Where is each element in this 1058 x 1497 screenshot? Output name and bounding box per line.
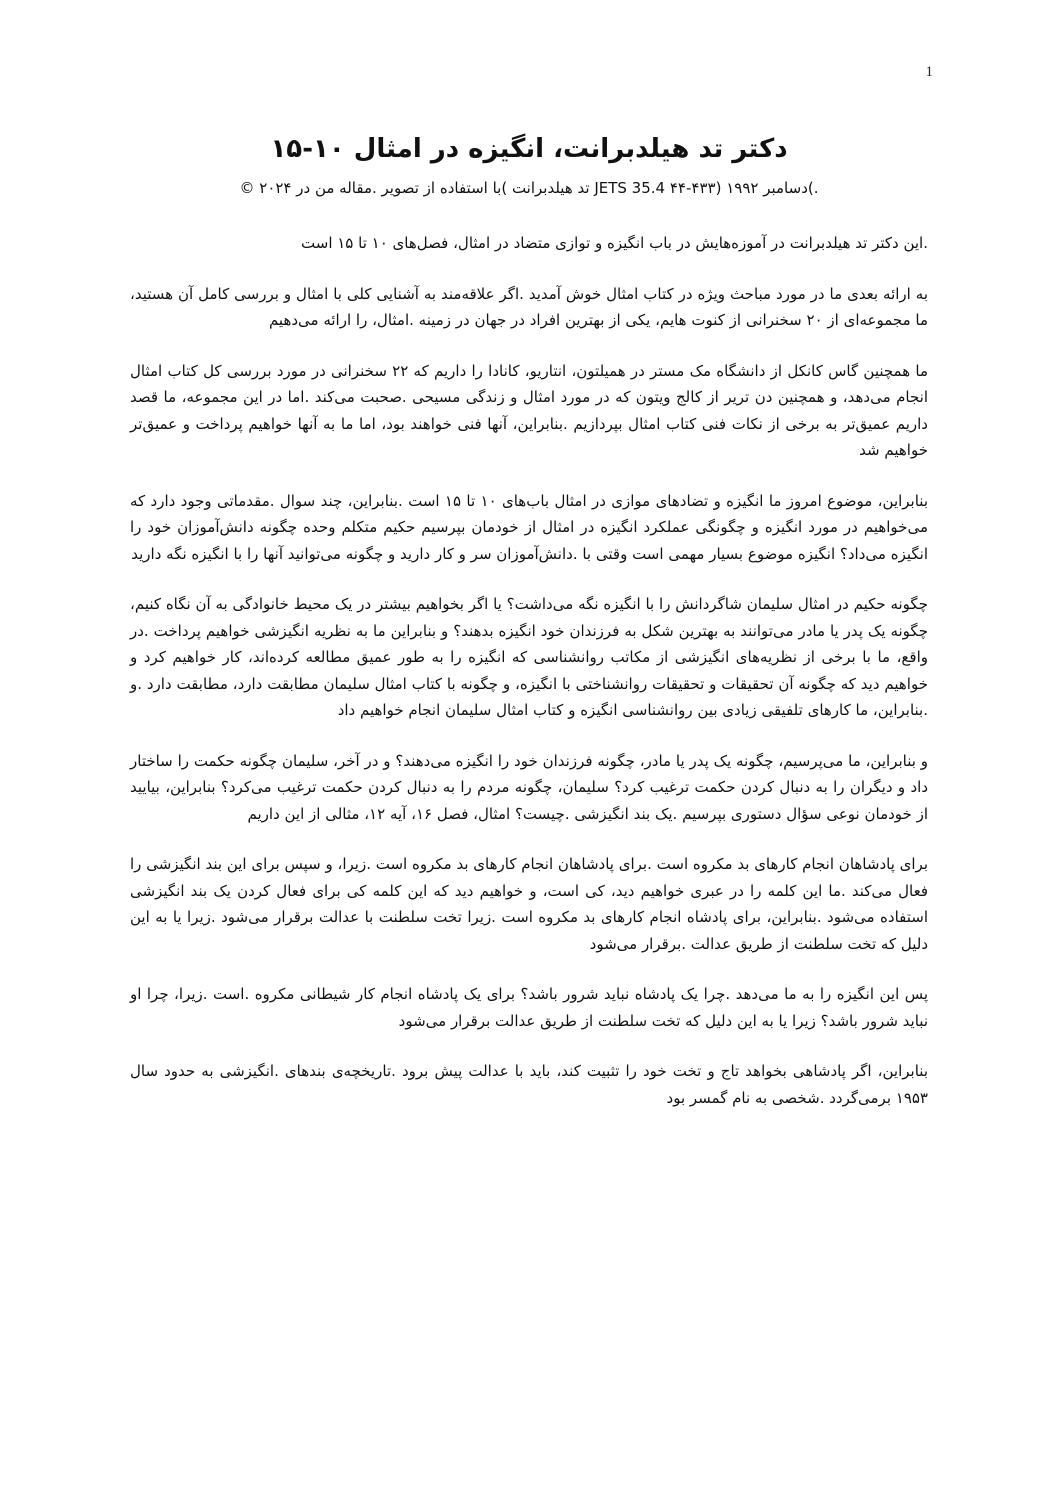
paragraph-8: پس این انگیزه را به ما می‌دهد .چرا یک پادشاه نباید شرور باشد؟ برای یک پادشاه انجام کار شیطانی مکروه .است .زیرا، چرا او نباید شرور باشد؟ زیرا یا به این دلیل که تخت سلطنت از طریق عدالت برقرار می‌شود	[130, 985, 928, 1030]
citation-line: .)دسامبر ۱۹۹۲ (۴۳۳-۴۴ JETS 35.4 تد هیلدبرانت )با استفاده از تصویر .مقاله من در ۲۰۲۴ ©	[239, 179, 819, 197]
document-body	[130, 230, 928, 1135]
page-title: دکتر تد هیلدبرانت، انگیزه در امثال ۱۰-۱۵	[270, 134, 788, 164]
paragraph-6: و بنابراین، ما می‌پرسیم، چگونه یک پدر یا مادر، چگونه فرزندان خود را انگیزه می‌دهند؟ و در آخر، سلیمان چگونه حکمت را ساختار داد و دیگران را به دنبال کردن حکمت ترغیب کرد؟ سلیمان، چگونه مردم را به دنبال کردن حکمت ترغیب می‌کرد؟ بنابراین، بیایید از خودمان نوعی سؤال دستوری بپرسیم .یک بند انگیزشی .چیست؟ امثال، فصل ۱۶، آیه ۱۲، مثالی از این داریم	[130, 751, 928, 823]
paragraph-2: به ارائه بعدی ما در مورد مباحث ویژه در کتاب امثال خوش آمدید .اگر علاقه‌مند به آشنایی کلی با امثال و بررسی کامل آن هستید، ما مجموعه‌ای از ۲۰ سخنرانی از کنوت هایم، یکی از بهترین افراد در جهان در زمینه .امثال، را ارائه می‌دهیم	[130, 284, 928, 329]
paragraph-5: چگونه حکیم در امثال سلیمان شاگردانش را با انگیزه نگه می‌داشت؟ یا اگر بخواهیم بیشتر در یک محیط خانوادگی به آن نگاه کنیم، چگونه یک پدر یا مادر می‌توانند به بهترین شکل به فرزندان خود انگیزه بدهند؟ و بنابراین ما به نظریه انگیزشی خواهیم پرداخت .در واقع، ما با برخی از نظریه‌های انگیزشی از مکاتب روانشناسی که انگیزه را به طور عمیق مطالعه کرده‌اند، کار خواهیم کرد و خواهیم دید که چگونه آن تحقیقات و تحقیقات روانشناختی با انگیزه، و چگونه با کتاب امثال سلیمان مطابقت دارد، مطابقت دارد .و .بنابراین، ما کارهای تلفیقی زیادی بین روانشناسی انگیزه و کتاب امثال سلیمان انجام خواهیم داد	[130, 595, 928, 719]
paragraph-7: برای پادشاهان انجام کارهای بد مکروه است .برای پادشاهان انجام کارهای بد مکروه است .زیرا، و سپس برای این بند انگیزشی را فعال می‌کند .ما این کلمه را در عبری خواهیم دید، کی است، و خواهیم دید که این کلمه کی برای فعال کردن یک بند انگیزشی استفاده می‌شود .بنابراین، برای پادشاه انجام کارهای بد مکروه است .زیرا تخت سلطنت با عدالت برقرار می‌شود .زیرا یا به این دلیل که تخت سلطنت از طریق عدالت .برقرار می‌شود	[130, 855, 928, 953]
page-number: 1	[925, 64, 933, 80]
paragraph-3: ما همچنین گاس کانکل از دانشگاه مک مستر در همیلتون، انتاریو، کانادا را داریم که ۲۲ سخنرانی در مورد بررسی کل کتاب امثال انجام می‌دهد، و همچنین دن تریر از کالج ویتون که در مورد امثال و زندگی مسیحی .صحبت می‌کند .اما در این مجموعه، ما قصد داریم عمیق‌تر به برخی از نکات فنی کتاب امثال بپردازیم .بنابراین، آنها فنی خواهند بود، اما ما به آنها خواهیم پرداخت و عمیق‌تر خواهیم شد	[130, 361, 929, 459]
paragraph-9: بنابراین، اگر پادشاهی بخواهد تاج و تخت خود را تثبیت کند، باید با عدالت پیش برود .تاریخچه‌ی بندهای .انگیزشی به حدود سال ۱۹۵۳ برمی‌گردد .شخصی به نام گمسر بود	[130, 1062, 928, 1107]
paragraph-4: بنابراین، موضوع امروز ما انگیزه و تضادهای موازی در امثال باب‌های ۱۰ تا ۱۵ است .بنابراین، چند سوال .مقدماتی وجود دارد که می‌خواهیم در مورد انگیزه و چگونگی عملکرد انگیزه در امثال از خودمان بپرسیم حکیم متکلم وحده چگونه دانش‌آموزان خود را انگیزه می‌داد؟ انگیزه موضوع بسیار مهمی است وقتی با .دانش‌آموزان سر و کار دارید و چگونه می‌توانید آنها را با انگیزه نگه دارید	[130, 491, 929, 563]
paragraph-1: .این دکتر تد هیلدبرانت در آموزه‌هایش در باب انگیزه و توازی متضاد در امثال، فصل‌های ۱۰ تا ۱۵ است	[301, 234, 928, 252]
